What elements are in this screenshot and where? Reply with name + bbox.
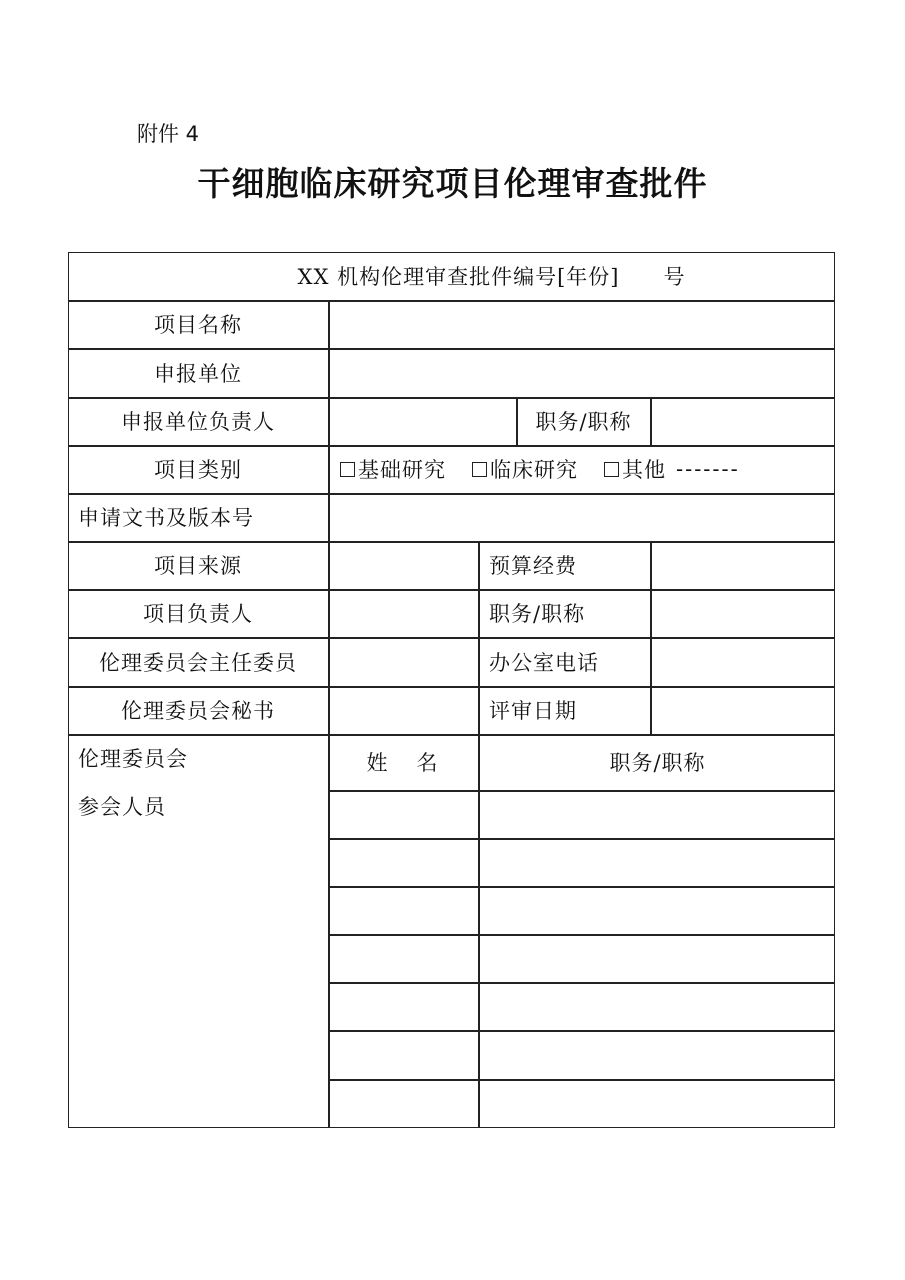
budget-label: 预算经费 (489, 554, 577, 578)
attendee-name-field[interactable] (330, 935, 478, 982)
review-date-field[interactable] (652, 686, 835, 734)
budget-field[interactable] (652, 541, 835, 589)
attendee-name-field[interactable] (330, 983, 478, 1030)
approval-number-label: XX 机构伦理审查批件编号[年份] 号 (297, 265, 686, 289)
project-source-field[interactable] (330, 541, 478, 589)
office-phone-field[interactable] (652, 637, 835, 686)
attendee-position-field[interactable] (480, 1031, 835, 1079)
member-position-column-header: 职务/职称 (609, 751, 706, 775)
attendee-name-field[interactable] (330, 1080, 478, 1127)
project-source-label: 项目来源 (154, 554, 242, 578)
project-category-label: 项目类别 (154, 458, 242, 482)
attendee-name-field[interactable] (330, 1031, 478, 1079)
attendee-name-field[interactable] (330, 839, 478, 886)
page-title: 干细胞临床研究项目伦理审查批件 (197, 164, 708, 203)
attendees-label-line1: 伦理委员会 (78, 747, 188, 771)
category-option-label: 基础研究 (358, 458, 446, 482)
attendee-position-field[interactable] (480, 935, 835, 982)
attachment-label: 附件 4 (137, 122, 200, 146)
category-basic-research[interactable] (340, 454, 446, 484)
leader-position-field[interactable] (652, 589, 835, 637)
application-docs-label: 申请文书及版本号 (78, 506, 254, 530)
applicant-head-label: 申报单位负责人 (121, 410, 275, 434)
checkbox-icon[interactable] (604, 462, 619, 477)
project-leader-label: 项目负责人 (143, 602, 253, 626)
project-name-field[interactable] (330, 300, 835, 348)
category-options (340, 445, 835, 493)
position-title-field[interactable] (652, 397, 835, 445)
attendee-name-field[interactable] (330, 791, 478, 838)
position-title-label: 职务/职称 (535, 410, 632, 434)
applicant-head-field[interactable] (330, 397, 516, 445)
office-phone-label: 办公室电话 (489, 650, 599, 675)
attendee-position-field[interactable] (480, 887, 835, 934)
attendee-position-field[interactable] (480, 839, 835, 886)
other-blank-line[interactable]: ------- (676, 457, 740, 481)
name-column-header: 姓 名 (366, 751, 442, 775)
checkbox-icon[interactable] (340, 462, 355, 477)
committee-secretary-field[interactable] (330, 686, 478, 734)
applicant-unit-field[interactable] (330, 348, 835, 397)
attendee-position-field[interactable] (480, 791, 835, 838)
project-leader-field[interactable] (330, 589, 478, 637)
applicant-unit-label: 申报单位 (154, 361, 242, 386)
checkbox-icon[interactable] (472, 462, 487, 477)
category-option-label: 临床研究 (490, 458, 578, 482)
attendee-position-field[interactable] (480, 983, 835, 1030)
committee-chair-label: 伦理委员会主任委员 (99, 650, 297, 675)
attendee-position-field[interactable] (480, 1080, 835, 1127)
project-name-label: 项目名称 (154, 313, 242, 337)
leader-position-label: 职务/职称 (489, 602, 586, 626)
committee-secretary-label: 伦理委员会秘书 (121, 699, 275, 723)
review-date-label: 评审日期 (489, 699, 577, 723)
category-option-label: 其他 (622, 458, 666, 482)
application-docs-field[interactable] (330, 493, 835, 541)
category-other[interactable] (604, 454, 740, 484)
attendees-label-line2: 参会人员 (78, 795, 166, 819)
category-clinical-research[interactable] (472, 454, 578, 484)
committee-chair-field[interactable] (330, 637, 478, 686)
attendee-name-field[interactable] (330, 887, 478, 934)
